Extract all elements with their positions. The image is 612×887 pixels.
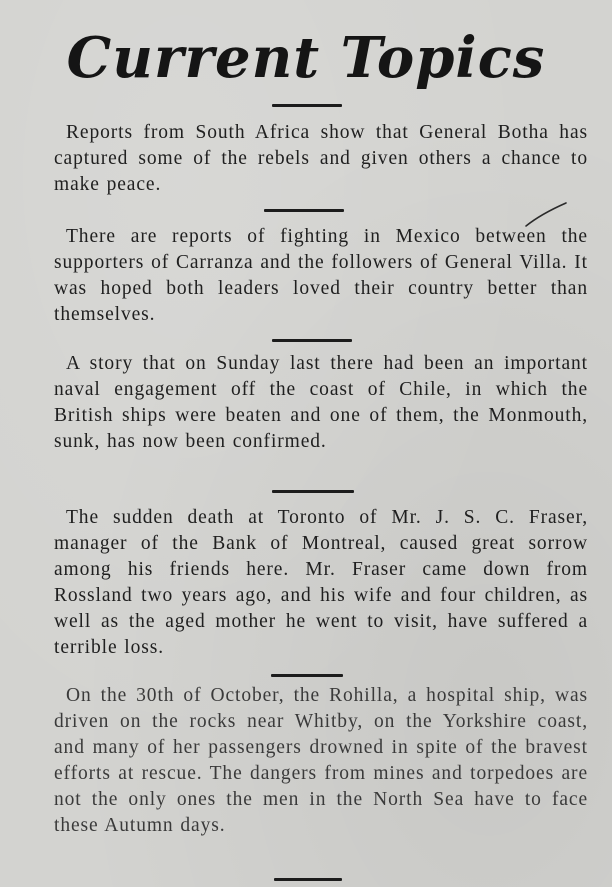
page-title: Current Topics [66,25,546,91]
divider-rule [271,674,343,677]
news-item-4: The sudden death at Toronto of Mr. J. S. C. Fraser, manager of the Bank of Montreal, caused great sorrow among his friends here. Mr. Fraser came down from Rossland two years ago, and his wife and four children, as well as the aged mother he went to visit, have suffered a terrible loss. [54,507,588,658]
news-item-1: Reports from South Africa show that General Botha has captured some of the rebels and given others a chance to make peace. [54,122,588,195]
news-item-3: A story that on Sunday last there had been an important naval engagement off the coast of Chile, in which the British ships were beaten and one of them, the Monmouth, sunk, has now been confirmed. [54,353,588,452]
news-item-5: On the 30th of October, the Rohilla, a hospital ship, was driven on the rocks near Whitby, on the Yorkshire coast, and many of her passengers drowned in spite of the bravest efforts at rescue. The dangers from mines and torpedoes are not the only ones the men in the North Sea have to face these Autumn days. [54,685,588,836]
divider-rule [272,104,342,107]
divider-rule [274,878,342,881]
divider-rule [264,209,344,212]
divider-rule [272,339,352,342]
news-item-2: There are reports of fighting in Mexico between the supporters of Carranza and the followers of General Villa. It was hoped both leaders loved their country better than themselves. [54,226,588,325]
divider-rule [272,490,354,493]
